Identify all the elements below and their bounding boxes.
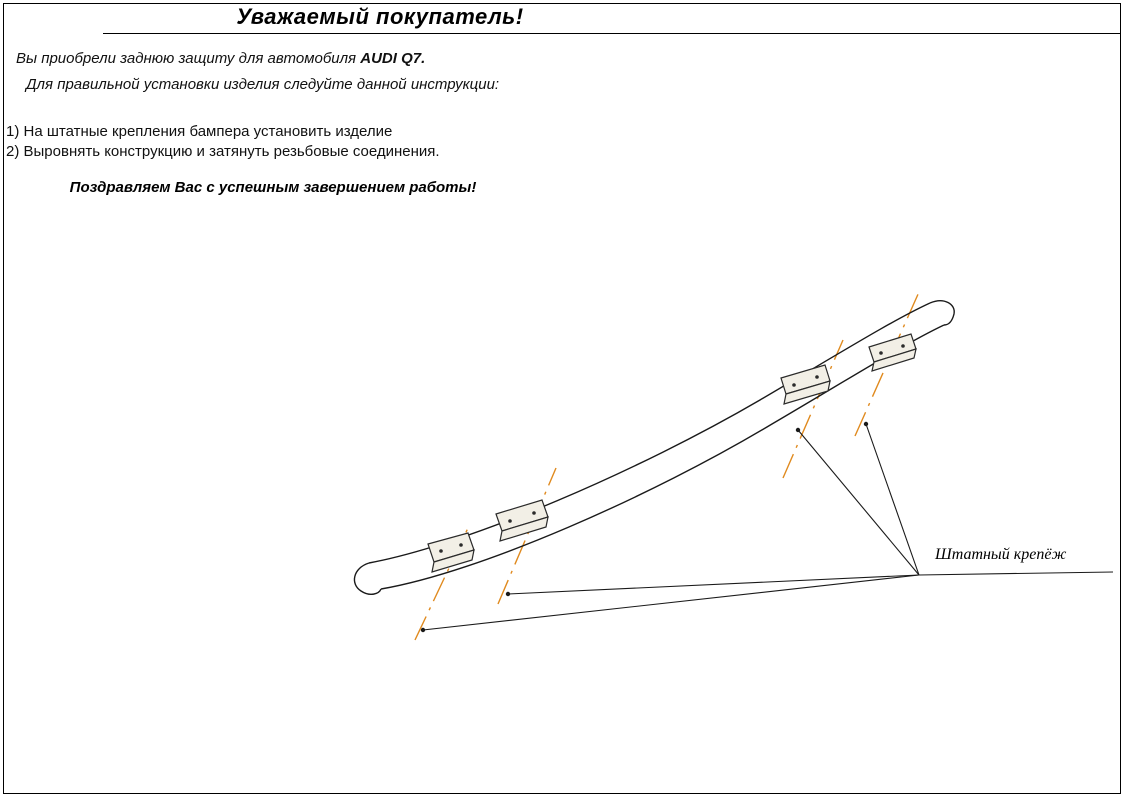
leader-line-1	[423, 575, 919, 630]
axis-lines	[415, 292, 919, 640]
bar-tube-upper-edge	[369, 303, 930, 563]
callout-label-standard-fasteners: Штатный крепёж	[935, 546, 1067, 563]
leader-line-3	[798, 430, 919, 575]
bracket-2-hole-b	[532, 511, 536, 515]
leader-line-2	[508, 575, 919, 594]
bracket-4-hole-a	[879, 351, 883, 355]
leader-dot-2	[506, 592, 510, 596]
intro-line-1-text: Вы приобрели заднюю защиту для автомобиля	[16, 50, 361, 67]
vehicle-model: AUDI Q7.	[360, 50, 426, 67]
congratulations-text: Поздравляем Вас с успешным завершением работы!	[69, 179, 477, 196]
instruction-step-2: 2) Выровнять конструкцию и затянуть резьбовые соединения.	[6, 143, 440, 160]
callout-underline	[919, 572, 1113, 575]
bracket-4	[869, 334, 916, 371]
instruction-step-1: 1) На штатные крепления бампера установить изделие	[6, 123, 393, 140]
leader-dot-4	[864, 422, 868, 426]
leader-dot-1	[421, 628, 425, 632]
leader-line-4	[866, 424, 919, 575]
intro-line-2: Для правильной установки изделия следуйте данной инструкции:	[26, 76, 500, 93]
axis-line-3	[783, 340, 843, 478]
bracket-1-hole-b	[459, 543, 463, 547]
page-title: Уважаемый покупатель!	[236, 4, 524, 29]
bracket-3-hole-a	[792, 383, 796, 387]
bracket-3	[781, 365, 830, 404]
bracket-4-hole-b	[901, 344, 905, 348]
bracket-2	[496, 500, 548, 541]
leader-dot-3	[796, 428, 800, 432]
bar-tube-right-cap	[930, 301, 954, 325]
bar-tube-left-cap	[354, 563, 381, 594]
bracket-3-hole-b	[815, 375, 819, 379]
bracket-2-hole-a	[508, 519, 512, 523]
bracket-1-hole-a	[439, 549, 443, 553]
